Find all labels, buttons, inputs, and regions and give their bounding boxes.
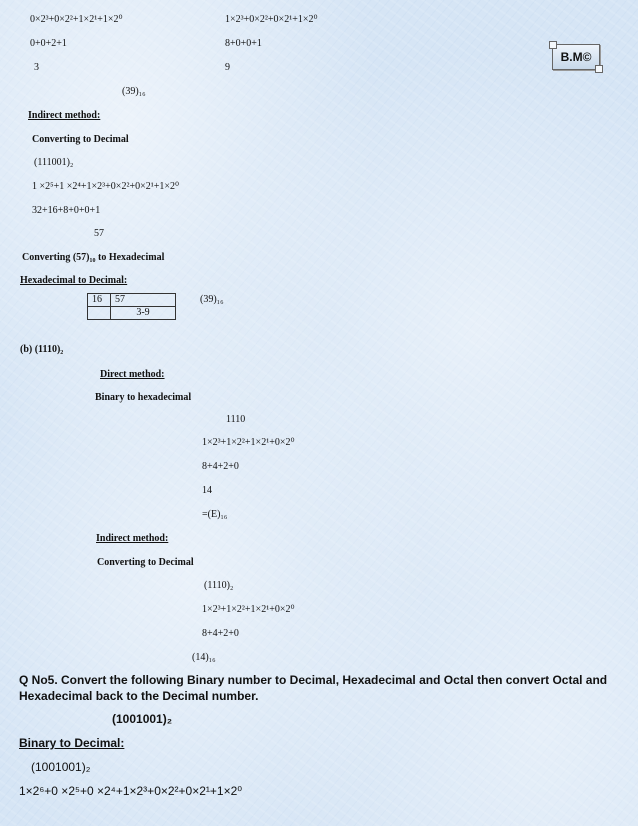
q5-number: (1001001)₂ — [112, 712, 173, 726]
indirect-expansion: 1 ×2⁵+1 ×2⁴+1×2³+0×2²+0×2¹+1×2⁰ — [32, 181, 180, 192]
binary-to-hex-label: Binary to hexadecimal — [95, 392, 192, 403]
hex-result: (39)₁₆ — [200, 294, 224, 305]
top-col1-line1: 0×2³+0×2²+1×2¹+1×2⁰ — [30, 14, 123, 25]
direct-line-5: =(E)₁₆ — [202, 509, 228, 520]
q5-expansion: 1×2⁶+0 ×2⁵+0 ×2⁴+1×2³+0×2²+0×2¹+1×2⁰ — [19, 784, 243, 798]
top-col2-line3: 9 — [225, 62, 230, 73]
part-b-indirect-heading: Indirect method: — [96, 533, 169, 544]
author-badge: B.M© — [552, 44, 600, 70]
top-col1-line3: 3 — [34, 62, 39, 73]
q5-question: Q No5. Convert the following Binary number to Decimal, Hexadecimal and Octal then convert Octal and — [19, 673, 608, 687]
division-empty — [88, 307, 111, 320]
division-table — [87, 293, 176, 320]
hex-heading: Hexadecimal to Decimal: — [20, 275, 128, 286]
direct-line-2: 1×2³+1×2²+1×2¹+0×2⁰ — [202, 437, 295, 448]
q5-question-cont: Hexadecimal back to the Decimal number. — [19, 689, 259, 703]
division-dividend: 57 — [111, 294, 176, 307]
q5-b2d-heading: Binary to Decimal: — [19, 736, 125, 750]
part-b-converting: Converting to Decimal — [97, 557, 194, 568]
direct-heading: Direct method: — [100, 369, 165, 380]
indirect-to-hex: Converting (57)₁₀ to Hexadecimal — [22, 252, 165, 263]
division-divisor: 16 — [88, 294, 111, 307]
direct-line-1: 1110 — [226, 414, 246, 425]
indirect-number: (111001)₂ — [34, 157, 74, 168]
division-quotient-remainder: 3-9 — [111, 307, 176, 320]
top-result: (39)₁₆ — [122, 86, 146, 97]
direct-line-3: 8+4+2+0 — [202, 461, 239, 472]
indirect-line-1: (1110)₂ — [204, 580, 234, 591]
indirect-converting: Converting to Decimal — [32, 134, 129, 145]
indirect-value: 57 — [94, 228, 104, 239]
top-col2-line1: 1×2³+0×2²+0×2¹+1×2⁰ — [225, 14, 318, 25]
indirect-line-4: (14)₁₆ — [192, 652, 216, 663]
indirect-line-2: 1×2³+1×2²+1×2¹+0×2⁰ — [202, 604, 295, 615]
q5-number2: (1001001)₂ — [31, 760, 91, 774]
top-col1-line2: 0+0+2+1 — [30, 38, 67, 49]
top-col2-line2: 8+0+0+1 — [225, 38, 262, 49]
indirect-sum: 32+16+8+0+0+1 — [32, 205, 101, 216]
indirect-line-3: 8+4+2+0 — [202, 628, 239, 639]
part-b-label: (b) (1110)₂ — [20, 344, 64, 355]
direct-line-4: 14 — [202, 485, 212, 496]
indirect-heading: Indirect method: — [28, 110, 101, 121]
